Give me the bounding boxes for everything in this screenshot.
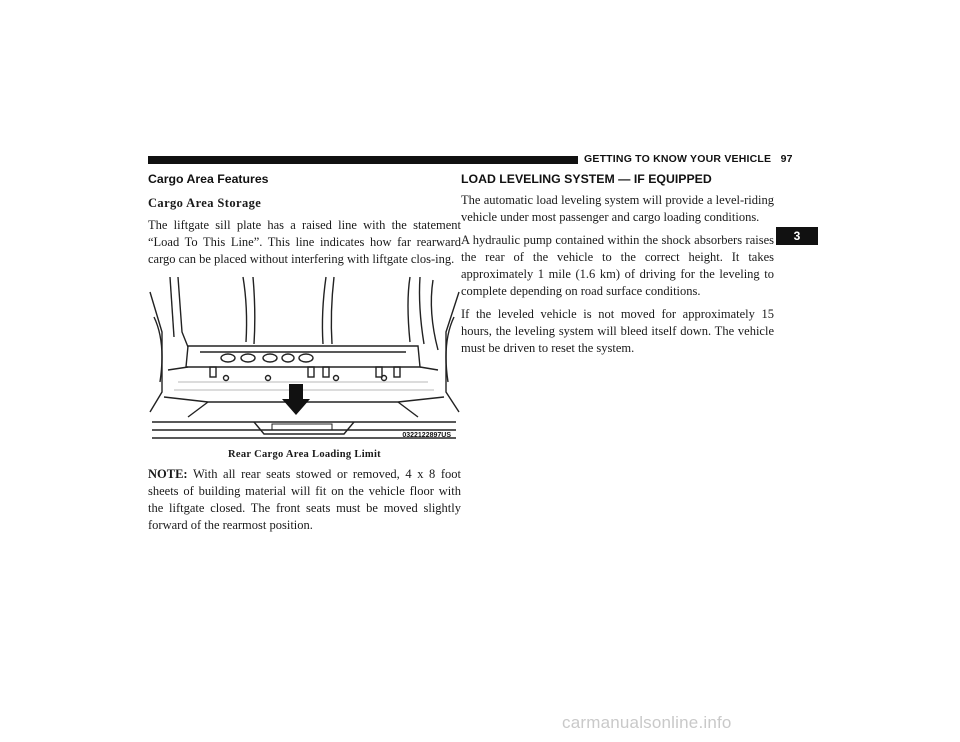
watermark: carmanualsonline.info	[562, 713, 732, 732]
note-text: With all rear seats stowed or removed, 4 x 8 foot sheets of building material will fit on the vehicle floor with the liftgate closed. The front seats must be moved slightly forward of the rearmost position.	[148, 467, 461, 532]
header-section-title: GETTING TO KNOW YOUR VEHICLE	[584, 153, 772, 165]
chapter-tab: 3	[776, 227, 818, 245]
section-heading-load-leveling: LOAD LEVELING SYSTEM — IF EQUIPPED	[461, 172, 712, 186]
section-heading-cargo: Cargo Area Features	[148, 172, 269, 186]
figure-code: 0322122897US	[402, 432, 451, 439]
subheading-cargo-storage: Cargo Area Storage	[148, 196, 262, 210]
note-paragraph	[148, 466, 461, 534]
right-column	[461, 172, 774, 357]
cargo-area-illustration	[148, 272, 461, 445]
header-rule	[148, 156, 578, 164]
note-label: NOTE:	[148, 467, 188, 481]
paragraph-load-leveling-1: The automatic load leveling system will provide a level-riding vehicle under most passenger and cargo loading conditions.	[461, 193, 774, 224]
cargo-area-drawing	[148, 272, 461, 445]
paragraph-liftgate-sill: The liftgate sill plate has a raised line with the statement “Load To This Line”. This line indicates how far rearward cargo can be placed without interfering with liftgate clos-ing.	[148, 218, 461, 266]
figure-caption: Rear Cargo Area Loading Limit	[228, 449, 381, 460]
paragraph-load-leveling-3: If the leveled vehicle is not moved for approximately 15 hours, the leveling system will bleed itself down. The vehicle must be driven to reset the system.	[461, 307, 774, 355]
paragraph-load-leveling-2: A hydraulic pump contained within the shock absorbers raises the rear of the vehicle to the correct height. It takes approximately 1 mile (1.6 km) of driving for the leveling to complete depending on road surface conditions.	[461, 233, 774, 298]
load-line-arrow	[282, 384, 310, 415]
running-header	[584, 153, 793, 165]
left-column	[148, 172, 461, 534]
page-number: 97	[780, 153, 793, 165]
